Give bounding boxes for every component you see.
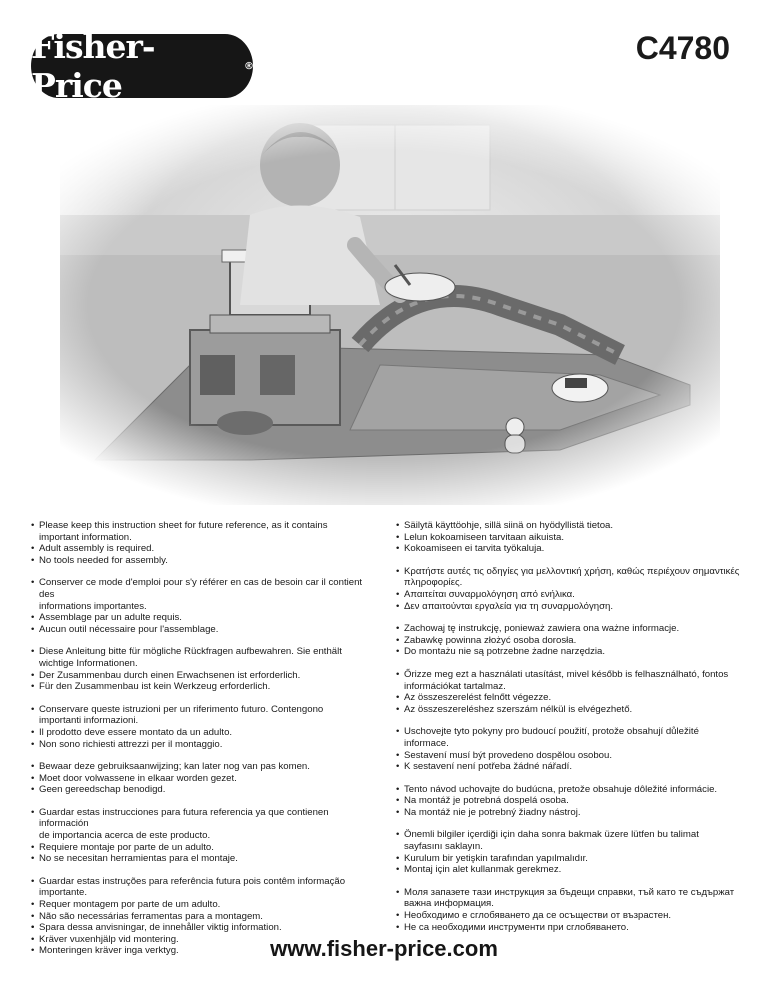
instruction-block: [396, 520, 741, 555]
instruction-block: [31, 520, 366, 566]
instruction-bullet: • Der Zusammenbau durch einen Erwachsenen ist erforderlich.: [31, 670, 366, 682]
instruction-bullet: • Spara dessa anvisningar, de innehåller viktig information.: [31, 922, 366, 934]
instruction-bullet: • Необходимо е сглобяването да се осъществи от възрастен.: [396, 910, 741, 922]
instruction-bullet: • Kurulum bir yetişkin tarafından yapılmalıdır.: [396, 853, 741, 865]
instruction-bullet: • Für den Zusammenbau ist kein Werkzeug erforderlich.: [31, 681, 366, 693]
instruction-bullet: • Na montáž je potrebná dospelá osoba.: [396, 795, 741, 807]
instruction-block: [31, 761, 366, 796]
instruction-bullet: • Az összeszereléshez szerszám nélkül is elvégezhető.: [396, 704, 741, 716]
instruction-block: [396, 784, 741, 819]
instruction-block: [396, 669, 741, 715]
instruction-bullet: • Guardar estas instruções para referência futura pois contêm informação importante.: [31, 876, 366, 899]
instruction-bullet: • K sestavení není potřeba žádné nářadí.: [396, 761, 741, 773]
registered-mark: ®: [244, 60, 253, 72]
instruction-line-continued: important information.: [39, 531, 132, 543]
instruction-bullet: • Uschovejte tyto pokyny pro budoucí použití, protože obsahují důležité informace.: [396, 726, 741, 749]
instruction-bullet: • Non sono richiesti attrezzi per il montaggio.: [31, 739, 366, 751]
instruction-bullet: • Geen gereedschap benodigd.: [31, 784, 366, 796]
instruction-line-continued: sayfasını saklayın.: [404, 841, 483, 853]
instruction-bullet: • Diese Anleitung bitte für mögliche Rückfragen aufbewahren. Sie enthält: [31, 646, 366, 658]
instruction-bullet: • Na montáž nie je potrebný žiadny nástroj.: [396, 807, 741, 819]
instruction-bullet: • Assemblage par un adulte requis.: [31, 612, 366, 624]
instruction-block: [396, 726, 741, 772]
instruction-line-continued: de importancia acerca de este producto.: [39, 830, 211, 842]
instruction-bullet: • Sestavení musí být provedeno dospělou osobou.: [396, 750, 741, 762]
instruction-bullet: • No tools needed for assembly.: [31, 555, 366, 567]
instruction-line-continued: πληροφορίες.: [404, 577, 463, 589]
instruction-bullet: • Моля запазете тази инструкция за бъдещи справки, тъй като те съдържат: [396, 887, 741, 899]
instruction-bullet: • Conserver ce mode d'emploi pour s'y référer en cas de besoin car il contient des: [31, 577, 366, 600]
instruction-bullet: • Do montażu nie są potrzebne żadne narzędzia.: [396, 646, 741, 658]
instruction-bullet: • Conservare queste istruzioni per un riferimento futuro. Contengono: [31, 704, 366, 716]
website-url[interactable]: www.fisher-price.com: [270, 936, 498, 961]
instruction-bullet: • Requer montagem por parte de um adulto.: [31, 899, 366, 911]
instruction-line-continued: információkat tartalmaz.: [404, 680, 506, 692]
fisher-price-logo: [31, 27, 253, 105]
model-number: C4780: [635, 30, 730, 66]
instruction-block: [396, 623, 741, 658]
instruction-block: [396, 887, 741, 933]
instruction-block: [31, 807, 366, 865]
instruction-bullet: • Monteringen kräver inga verktyg.: [31, 945, 366, 957]
instruction-bullet: • Montaj için alet kullanmak gerekmez.: [396, 864, 741, 876]
instruction-bullet: • Őrizze meg ezt a használati utasítást, mivel később is felhasználható, fontos: [396, 669, 741, 681]
instructions-right-column: [396, 520, 741, 944]
instruction-bullet: • Kokoamiseen ei tarvita työkaluja.: [396, 543, 741, 555]
instruction-bullet: • Κρατήστε αυτές τις οδηγίες για μελλοντική χρήση, καθώς περιέχουν σημαντικές: [396, 566, 741, 578]
instruction-bullet: • Az összeszerelést felnőtt végezze.: [396, 692, 741, 704]
instruction-block: [31, 577, 366, 635]
instruction-block: [31, 704, 366, 750]
instruction-bullet: • Säilytä käyttöohje, sillä siinä on hyödyllistä tietoa.: [396, 520, 741, 532]
instructions-left-column: [31, 520, 366, 968]
instruction-line-continued: importanti informazioni.: [39, 715, 139, 727]
instruction-bullet: • Απαιτείται συναρμολόγηση από ενήλικα.: [396, 589, 741, 601]
instruction-bullet: • Adult assembly is required.: [31, 543, 366, 555]
instruction-bullet: • Δεν απαιτούνται εργαλεία για τη συναρμολόγηση.: [396, 601, 741, 613]
instruction-bullet: • No se necesitan herramientas para el montaje.: [31, 853, 366, 865]
instruction-bullet: • Requiere montaje por parte de un adulto.: [31, 842, 366, 854]
instruction-bullet: • Il prodotto deve essere montato da un adulto.: [31, 727, 366, 739]
instruction-bullet: • Aucun outil nécessaire pour l'assemblage.: [31, 624, 366, 636]
instruction-bullet: • Guardar estas instrucciones para futura referencia ya que contienen información: [31, 807, 366, 830]
instruction-line-continued: wichtige Informationen.: [39, 657, 138, 669]
instruction-bullet: • Não são necessárias ferramentas para a montagem.: [31, 911, 366, 923]
instruction-bullet: • Kräver vuxenhjälp vid montering.: [31, 934, 366, 946]
instruction-line-continued: важна информация.: [404, 898, 494, 910]
instruction-block: [396, 566, 741, 612]
instruction-bullet: • Zachowaj tę instrukcję, ponieważ zawiera ona ważne informacje.: [396, 623, 741, 635]
instruction-line-continued: informations importantes.: [39, 600, 147, 612]
instruction-block: [396, 829, 741, 875]
instruction-bullet: • Please keep this instruction sheet for future reference, as it contains: [31, 520, 366, 532]
instruction-block: [31, 646, 366, 692]
instruction-bullet: • Bewaar deze gebruiksaanwijzing; kan later nog van pas komen.: [31, 761, 366, 773]
instruction-bullet: • Tento návod uchovajte do budúcna, pretože obsahuje dôležité informácie.: [396, 784, 741, 796]
brand-name: Fisher-Price: [31, 27, 155, 105]
instruction-bullet: • Moet door volwassene in elkaar worden gezet.: [31, 773, 366, 785]
product-photo: [0, 105, 768, 505]
instruction-bullet: • Zabawkę powinna złożyć osoba dorosła.: [396, 635, 741, 647]
instruction-bullet: • Не са необходими инструменти при сглобяването.: [396, 922, 741, 934]
instruction-bullet: • Lelun kokoamiseen tarvitaan aikuista.: [396, 532, 741, 544]
instruction-bullet: • Önemli bilgiler içerdiği için daha sonra bakmak üzere lütfen bu talimat: [396, 829, 741, 841]
